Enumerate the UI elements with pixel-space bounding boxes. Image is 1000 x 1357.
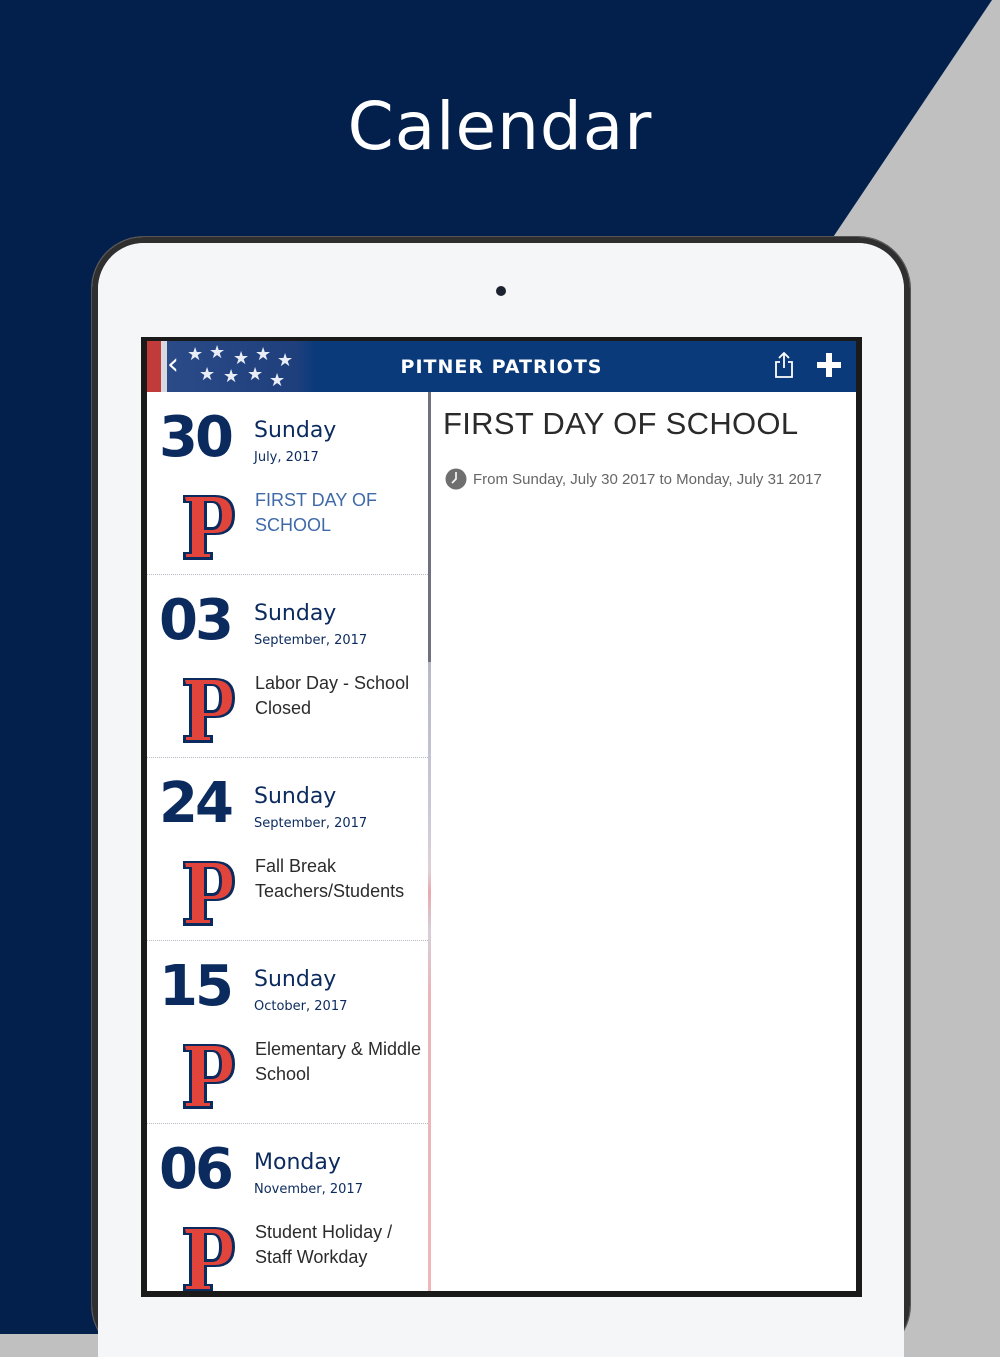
school-logo-icon xyxy=(181,1041,237,1111)
share-icon[interactable] xyxy=(773,351,795,379)
add-icon[interactable] xyxy=(816,352,842,378)
list-item-event[interactable] xyxy=(147,575,428,758)
back-chevron-icon[interactable]: ‹ xyxy=(167,347,179,382)
school-logo-icon xyxy=(181,1224,237,1291)
event-weekday: Sunday xyxy=(254,601,337,626)
event-day: 30 xyxy=(159,405,231,470)
event-weekday: Sunday xyxy=(254,967,337,992)
event-weekday: Monday xyxy=(254,1150,341,1175)
school-logo-icon xyxy=(181,675,237,745)
event-month-year: July, 2017 xyxy=(254,450,319,465)
detail-title: FIRST DAY OF SCHOOL xyxy=(443,406,799,441)
detail-date-range: From Sunday, July 30 2017 to Monday, July 31 2017 xyxy=(473,471,822,488)
event-list xyxy=(147,392,428,1291)
tablet-screen xyxy=(141,337,862,1297)
event-month-year: October, 2017 xyxy=(254,999,348,1014)
flag-banner: ★ ★ ★ ★ ★ ★ ★ ★ ★ xyxy=(147,341,315,392)
promo-title: Calendar xyxy=(347,88,653,165)
navbar-title: PITNER PATRIOTS xyxy=(400,356,603,378)
event-day: 15 xyxy=(159,954,231,1019)
school-logo-icon xyxy=(181,858,237,928)
event-title: Labor Day - School Closed xyxy=(255,673,410,718)
event-detail-pane xyxy=(431,392,856,1291)
event-title: Student Holiday / Staff Workday xyxy=(255,1222,393,1267)
event-title: Fall Break Teachers/Students xyxy=(255,856,405,901)
app-window xyxy=(147,341,856,1291)
list-item-event[interactable] xyxy=(147,1124,428,1291)
school-logo-icon xyxy=(181,492,237,562)
navbar xyxy=(147,341,856,392)
event-day: 06 xyxy=(159,1137,231,1202)
event-month-year: November, 2017 xyxy=(254,1182,363,1197)
camera-dot xyxy=(496,286,506,296)
event-month-year: September, 2017 xyxy=(254,816,368,831)
event-weekday: Sunday xyxy=(254,784,337,809)
event-day: 03 xyxy=(159,588,231,653)
event-title: Elementary & Middle School xyxy=(255,1039,422,1084)
event-weekday: Sunday xyxy=(254,418,337,443)
event-title: FIRST DAY OF SCHOOL xyxy=(255,490,378,535)
list-item-event[interactable] xyxy=(147,392,428,575)
list-item-event[interactable] xyxy=(147,941,428,1124)
list-item-event[interactable] xyxy=(147,758,428,941)
event-month-year: September, 2017 xyxy=(254,633,368,648)
clock-icon xyxy=(445,468,467,490)
event-day: 24 xyxy=(159,771,231,836)
